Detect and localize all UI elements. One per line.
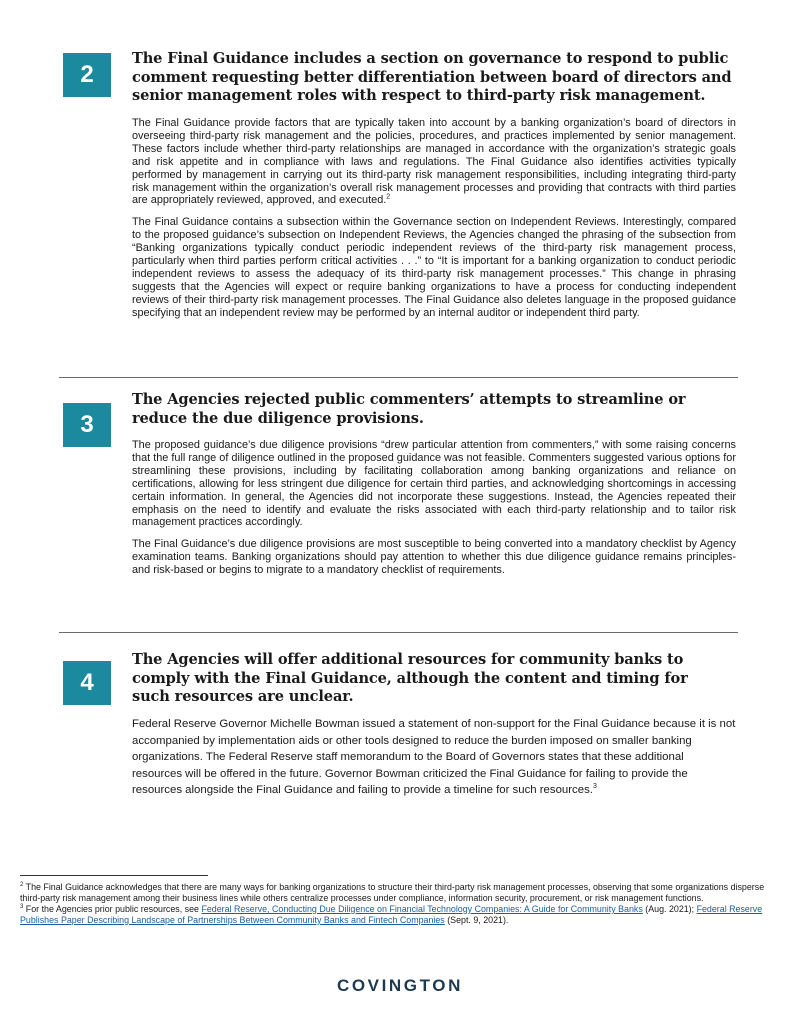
paragraph: Federal Reserve Governor Michelle Bowman issued a statement of non-support for the Final Guidance because it is not accompanied by implementation aids or other tools designed to reduce the burden imposed on smaller banking organizations. The Federal Reserve staff memorandum to the Board of Governors states that these additional resources will be offered in the future. Governor Bowman criticized the Final Guidance for failing to provide the resources alongside the Final Guidance and failing to provide a timeline for such resources.$^3$ — [132, 718, 736, 797]
footnote-ref[interactable]: 3 — [592, 783, 597, 791]
section-body — [132, 117, 736, 329]
section-divider — [59, 377, 738, 378]
paragraph: The Final Guidance provide factors that are typically taken into account by a banking organization’s board of directors in overseeing third-party risk management and the policies, procedures, and practices implemented by senior management. These factors include whether third-party relationships are managed in accordance with the organization’s strategic goals and risk appetite and in compliance with laws and regulations. The Final Guidance also identifies activities typically performed by management in carrying out its third-party risk management responsibilities, including integrating third-party risk management within the organization’s overall risk management processes and providing that contracts with third parties are appropriately reviewed, approved, and executed.$^2$ — [132, 117, 736, 207]
section-divider — [59, 632, 738, 633]
section-number-badge: 2 — [63, 53, 111, 97]
footnote-ref[interactable]: 2 — [386, 193, 391, 201]
section-body — [132, 439, 736, 586]
footnote-rule — [20, 875, 208, 876]
footnote-3: $^3$ For the Agencies prior public resources, see Federal Reserve, Conducting Due Diligence on Financial Technology Companies: A Guide for Community Banks (Aug. 2021); Federal Reserve Publishes Paper Describing Landscape of Partnerships Between Community Banks and Fintech Companies (Sept. 9, 2021). — [20, 903, 763, 925]
section-number-badge: 3 — [63, 403, 111, 447]
footnote-link-due-diligence-guide[interactable]: Federal Reserve, Conducting Due Diligence on Financial Technology Companies: A Guide for Community Banks — [201, 903, 643, 914]
section-heading: The Final Guidance includes a section on governance to respond to public comment requesting better differentiation between board of directors and senior management roles with respect to third-party risk management. — [132, 50, 732, 104]
section-heading: The Agencies rejected public commenters’ attempts to streamline or reduce the due diligence provisions. — [132, 391, 686, 427]
footnotes — [20, 882, 770, 926]
paragraph: The Final Guidance contains a subsection within the Governance section on Independent Reviews. Interestingly, compared to the proposed guidance’s subsection on Independent Reviews, the Agencies changed the phrasing of the subsection from “Banking organizations typically conduct periodic independent reviews of the third-party risk management process, particularly when third parties perform critical activities . . .” to “It is important for a banking organization to conduct periodic independent reviews to assess the adequacy of its third-party risk management processes.” This change in phrasing suggests that the Agencies will expect or require banking organizations to have a process for conducting independent reviews of their third-party risk management processes. The Final Guidance also deletes language in the proposed guidance specifying that an independent review may be performed by an internal auditor or independent third party. — [132, 216, 736, 319]
section-number-badge: 4 — [63, 661, 111, 705]
covington-logo: COVINGTON — [336, 976, 464, 995]
paragraph: The Final Guidance’s due diligence provisions are most susceptible to being converted into a mandatory checklist by Agency examination teams. Banking organizations should pay attention to whether this due diligence guidance remains principles- and risk-based or begins to migrate to a mandatory checklist of requirements. — [132, 538, 736, 577]
footnote-2: $^2$ The Final Guidance acknowledges that there are many ways for banking organizations to structure their third-party risk management processes, observing that some organizations disperse third-party risk management among their business lines while others centralize processes under compliance, information security, procurement, or risk management functions. — [20, 882, 765, 903]
paragraph: The proposed guidance’s due diligence provisions “drew particular attention from commenters,” with some raising concerns that the full range of diligence outlined in the proposed guidance was not feasible. Commenters suggested various options for streamlining these provisions, including by facilitating collaboration among banking organizations and reliance on certifications, allowing for less stringent due diligence for certain third parties, and acknowledging shortcomings in accessing certain information. In general, the Agencies did not incorporate these suggestions. Instead, the Agencies repeated their emphasis on the need to identify and evaluate the risks associated with each third-party relationship and to tailor risk management practices accordingly. — [132, 439, 736, 529]
footnote-link-partnerships-paper[interactable]: Federal Reserve Publishes Paper Describing Landscape of Partnerships Between Community Banks and Fintech Companies — [20, 903, 763, 925]
section-body — [132, 716, 736, 808]
section-heading: The Agencies will offer additional resources for community banks to comply with the Final Guidance, although the content and timing for such resources are unclear. — [132, 651, 688, 705]
